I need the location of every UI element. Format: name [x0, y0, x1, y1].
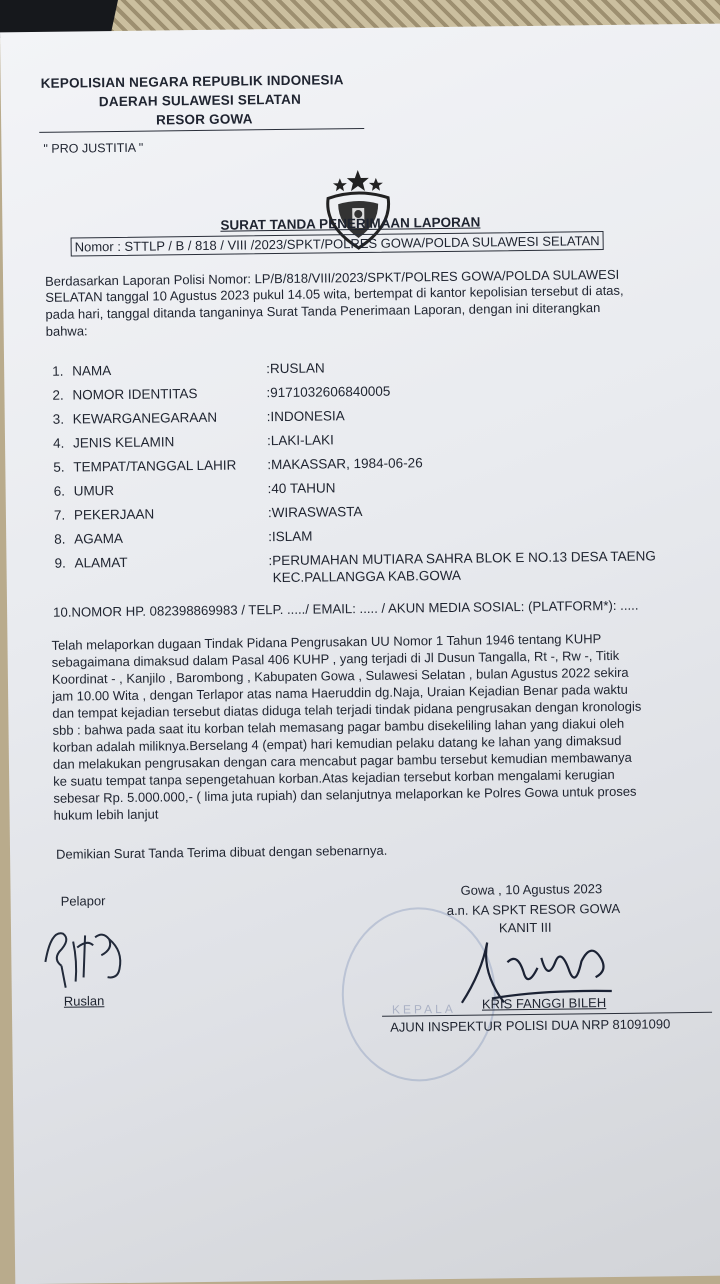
- report-line: jam 10.00 Wita , dengan Terlapor atas nama Haeruddin dg.Naja, Uraian Kejadian Benar pada waktu: [52, 681, 628, 704]
- contact-line: 10.NOMOR HP. 082398869983 / TELP. ...../ EMAIL: ..... / AKUN MEDIA SOSIAL: (PLATFORM*): .....: [53, 597, 639, 620]
- officer-name: KRIS FANGGI BILEH: [481, 995, 607, 1012]
- header-line-3: RESOR GOWA: [156, 111, 253, 128]
- field-row: [54, 476, 694, 504]
- report-line: sebesar Rp. 5.000.000,- ( lima juta rupiah) dan selanjutnya melaporkan ke Polres Gowa untuk proses: [53, 783, 637, 806]
- pro-justitia: " PRO JUSTITIA ": [43, 140, 144, 156]
- report-line: Telah melaporkan dugaan Tindak Pidana Pengrusakan UU Nomor 1 Tahun 1946 tentang KUHP: [51, 631, 602, 653]
- document-number: Nomor : STTLP / B / 818 / VIII /2023/SPKT/POLRES GOWA/POLDA SULAWESI SELATAN: [71, 231, 604, 257]
- reporter-title: Pelapor: [60, 893, 106, 909]
- field-number: 4.: [52, 435, 65, 451]
- field-number: 9.: [54, 555, 66, 571]
- reporter-name: Ruslan: [63, 993, 105, 1009]
- place-date: Gowa , 10 Agustus 2023: [460, 881, 603, 898]
- field-value: :MAKASSAR, 1984-06-26: [267, 455, 423, 473]
- field-label: UMUR: [73, 483, 115, 499]
- field-row: [52, 380, 692, 408]
- field-value: :40 TAHUN: [267, 480, 336, 497]
- intro-line-1: Berdasarkan Laporan Polisi Nomor: LP/B/818/VIII/2023/SPKT/POLRES GOWA/POLDA SULAWESI: [44, 266, 620, 289]
- intro-line-4: bahwa:: [45, 323, 88, 339]
- field-label: TEMPAT/TANGGAL LAHIR: [73, 457, 237, 475]
- report-line: ke suatu tempat tanpa sepengetahuan korban.Atas kejadian tersebut korban mengalami kerugian: [53, 766, 615, 789]
- officer-rank: AJUN INSPEKTUR POLISI DUA NRP 81091090: [390, 1016, 671, 1035]
- reporter-signature-icon: [37, 921, 148, 992]
- address-line-2: KEC.PALLANGGA KAB.GOWA: [272, 567, 462, 586]
- field-number: 1.: [52, 363, 64, 379]
- report-line: hukum lebih lanjut: [53, 806, 159, 823]
- field-number: 8.: [54, 531, 66, 547]
- field-value: :LAKI-LAKI: [266, 432, 334, 449]
- field-label: JENIS KELAMIN: [72, 434, 175, 451]
- document-title: SURAT TANDA PENERIMAAN LAPORAN: [220, 214, 481, 233]
- report-line: Koordinat - , Kanjilo , Barombong , Kabupaten Gowa , Sulawesi Selatan , bulan Agustus 2022 sekira: [51, 664, 629, 687]
- field-number: 6.: [53, 483, 65, 499]
- field-value: :ISLAM: [268, 528, 313, 545]
- report-line: dan tempat kejadian tersebut diatas diduga telah terjadi tindak pidana pengrusakan dengan kronologis: [52, 698, 642, 721]
- field-row: [53, 428, 693, 456]
- stamp-text: KEPALA: [391, 1001, 456, 1017]
- report-line: korban adalah miliknya.Berselang 4 (empat) hari kemudian pelaku datang ke lahan yang dimaksud: [52, 732, 622, 755]
- field-number: 3.: [52, 411, 65, 427]
- closing-statement: Demikian Surat Tanda Terima dibuat dengan sebenarnya.: [55, 842, 388, 862]
- field-value: :INDONESIA: [266, 408, 345, 425]
- report-line: dan melakukan pengrusakan dengan cara mencabut pagar bambu tersebut kemudian membawanya: [52, 749, 632, 772]
- field-row: [53, 404, 693, 432]
- field-label: KEWARGANEGARAAN: [72, 409, 218, 427]
- field-value: :RUSLAN: [266, 360, 325, 377]
- field-row: [54, 524, 694, 552]
- field-row: [52, 356, 692, 384]
- header-line-1: KEPOLISIAN NEGARA REPUBLIK INDONESIA: [40, 72, 344, 91]
- field-label: AGAMA: [74, 530, 124, 547]
- officer-position: KANIT III: [498, 919, 552, 936]
- field-label: PEKERJAAN: [73, 506, 155, 523]
- field-row: [54, 500, 694, 528]
- field-value: :PERUMAHAN MUTIARA SAHRA BLOK E NO.13 DESA TAENG: [268, 548, 656, 569]
- field-number: 7.: [53, 507, 66, 523]
- header-underline: [39, 128, 364, 133]
- field-label: ALAMAT: [74, 554, 128, 571]
- intro-line-2: SELATAN tanggal 10 Agustus 2023 pukul 14.05 wita, bertempat di kantor kepolisian tersebut di atas,: [45, 282, 624, 305]
- field-number: 5.: [53, 459, 65, 475]
- document-page: [0, 24, 720, 1284]
- report-line: sebagaimana dimaksud dalam Pasal 406 KUHP , yang terjadi di Jl Dusun Tangalla, Rt -, Rw -, Titik: [51, 647, 620, 670]
- on-behalf-of: a.n. KA SPKT RESOR GOWA: [446, 900, 621, 919]
- field-number: 2.: [52, 387, 64, 403]
- field-label: NAMA: [72, 363, 112, 379]
- report-line: sbb : bahwa pada saat itu korban telah memasang pagar bambu disekeliling lahan yang diakui oleh: [52, 715, 625, 738]
- field-row: [53, 452, 693, 480]
- field-value: :WIRASWASTA: [267, 504, 363, 521]
- intro-line-3: pada hari, tanggal ditanda tanganinya Surat Tanda Penerimaan Laporan, dengan ini diterangkan: [45, 300, 601, 322]
- header-line-2: DAERAH SULAWESI SELATAN: [98, 91, 302, 110]
- field-label: NOMOR IDENTITAS: [72, 386, 198, 403]
- field-value: :9171032606840005: [266, 383, 391, 401]
